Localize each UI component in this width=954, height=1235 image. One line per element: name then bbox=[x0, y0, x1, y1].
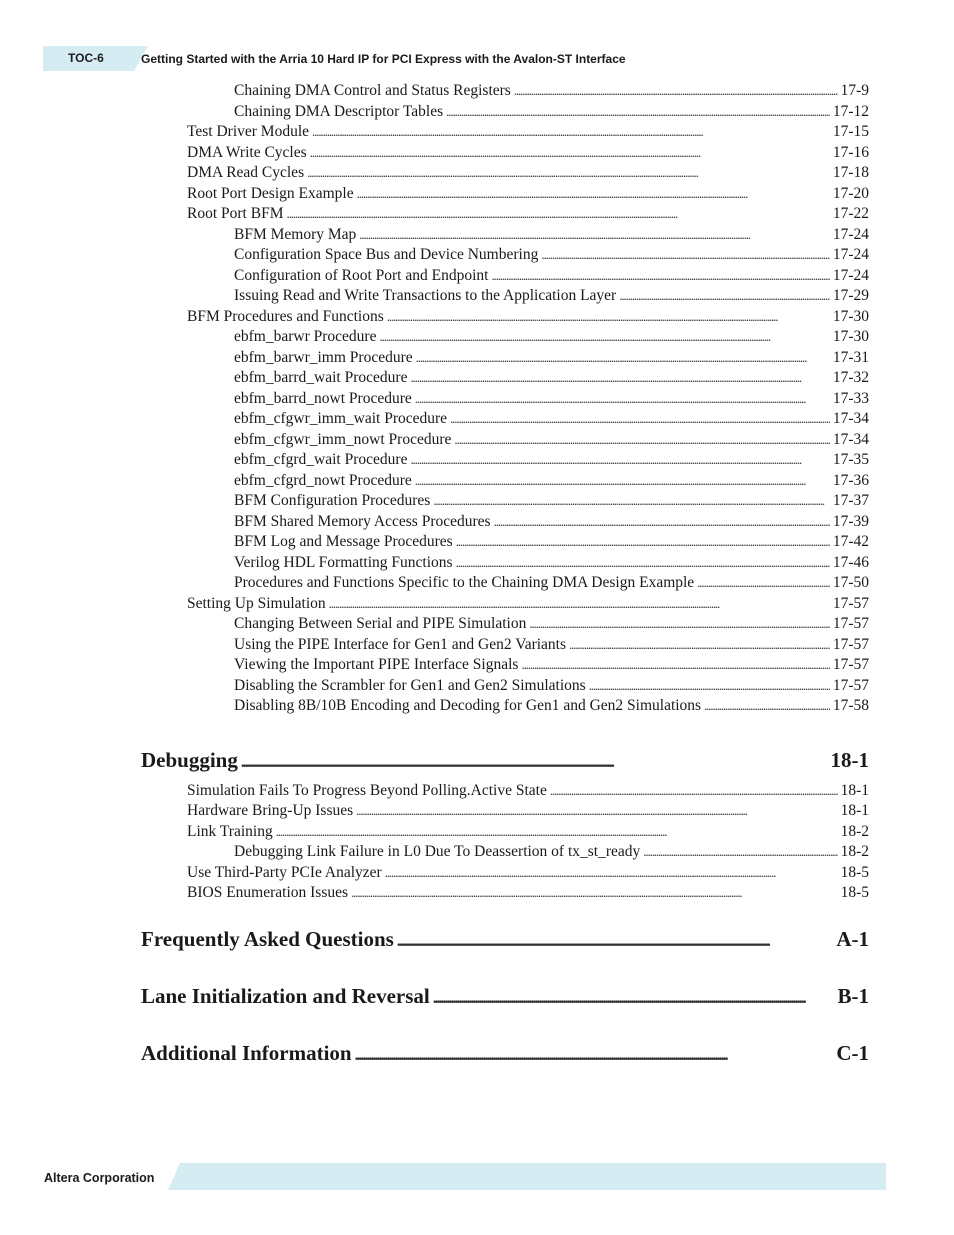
toc-entry-title: ebfm_cfgwr_imm_wait Procedure bbox=[234, 410, 448, 427]
leader-dots bbox=[379, 328, 829, 346]
leader-dots bbox=[491, 267, 829, 285]
toc-entry-page: 17-9 bbox=[840, 82, 869, 99]
toc-entry[interactable] bbox=[187, 205, 869, 226]
leader-dots bbox=[619, 287, 830, 305]
toc-entry[interactable] bbox=[234, 513, 869, 534]
toc-entry-page: 17-24 bbox=[832, 246, 869, 263]
leader-dots bbox=[286, 205, 829, 223]
toc-entry-page: 17-57 bbox=[832, 656, 869, 673]
leader-dots bbox=[589, 677, 830, 695]
leader-dots bbox=[433, 984, 835, 1009]
toc-entry-title: BFM Shared Memory Access Procedures bbox=[234, 512, 491, 530]
toc-entry-page: 18-5 bbox=[840, 884, 869, 901]
toc-entry-title: Procedures and Functions Specific to the Chaining DMA Design Example bbox=[234, 574, 695, 591]
toc-entry-page: 17-34 bbox=[832, 410, 869, 427]
toc-entry-title: BFM Configuration Procedures bbox=[234, 492, 431, 509]
toc-entry-page: 17-20 bbox=[832, 184, 869, 202]
toc-entry-page: 17-24 bbox=[832, 225, 869, 243]
toc-entry-page: 17-33 bbox=[832, 389, 869, 407]
leader-dots bbox=[357, 185, 830, 203]
toc-entry-page: 17-57 bbox=[832, 676, 869, 694]
leader-dots bbox=[356, 802, 837, 820]
toc-entry-title: Chaining DMA Descriptor Tables bbox=[234, 102, 444, 120]
leader-dots bbox=[433, 492, 830, 510]
leader-dots bbox=[494, 513, 830, 531]
toc-entry-page: 17-30 bbox=[832, 328, 869, 345]
toc-entry[interactable] bbox=[234, 328, 869, 349]
leader-dots bbox=[446, 103, 830, 121]
toc-entry[interactable] bbox=[234, 410, 869, 431]
leader-dots bbox=[397, 927, 834, 952]
toc-entry-page: 18-1 bbox=[840, 781, 869, 799]
leader-dots bbox=[359, 226, 830, 244]
leader-dots bbox=[307, 164, 830, 182]
leader-dots bbox=[416, 349, 830, 367]
toc-entry-title: Setting Up Simulation bbox=[187, 594, 326, 612]
toc-entry-title: Disabling the Scrambler for Gen1 and Gen2 Simulations bbox=[234, 676, 586, 694]
toc-entry-page: 18-5 bbox=[840, 863, 869, 881]
toc-entry-title: Debugging Link Failure in L0 Due To Deassertion of tx_st_ready bbox=[234, 843, 641, 860]
leader-dots bbox=[569, 636, 830, 654]
table-of-contents bbox=[0, 82, 954, 1075]
toc-entry-page: 17-46 bbox=[832, 553, 869, 571]
toc-entry[interactable] bbox=[234, 349, 869, 370]
toc-entry[interactable] bbox=[187, 782, 869, 803]
toc-entry-title: ebfm_cfgrd_wait Procedure bbox=[234, 451, 408, 468]
leader-dots bbox=[521, 656, 829, 674]
page-header bbox=[0, 0, 954, 80]
leader-dots bbox=[410, 451, 829, 469]
toc-entry[interactable] bbox=[234, 636, 869, 657]
toc-entry-title: Root Port BFM bbox=[187, 205, 284, 222]
toc-entry[interactable] bbox=[234, 390, 869, 411]
toc-entry-title: Simulation Fails To Progress Beyond Polling.Active State bbox=[187, 781, 547, 799]
toc-chapter-title: Lane Initialization and Reversal bbox=[141, 983, 430, 1008]
document-title: Getting Started with the Arria 10 Hard IP for PCI Express with the Avalon-ST Interface bbox=[141, 52, 626, 66]
toc-entry[interactable] bbox=[187, 884, 869, 905]
leader-dots bbox=[704, 697, 830, 715]
toc-entry-page: 17-42 bbox=[832, 533, 869, 550]
toc-entry[interactable] bbox=[234, 431, 869, 452]
toc-entry-title: Verilog HDL Formatting Functions bbox=[234, 553, 453, 571]
leader-dots bbox=[550, 782, 838, 800]
toc-entry-title: Issuing Read and Write Transactions to the Application Layer bbox=[234, 287, 617, 304]
toc-entry-title: ebfm_cfgwr_imm_nowt Procedure bbox=[234, 430, 452, 448]
footer-company: Altera Corporation bbox=[44, 1171, 155, 1185]
toc-entry[interactable] bbox=[234, 103, 869, 124]
toc-entry-title: ebfm_barwr Procedure bbox=[234, 328, 377, 345]
toc-entry[interactable] bbox=[234, 451, 869, 472]
toc-entry-page: 17-50 bbox=[832, 574, 869, 591]
toc-entry[interactable] bbox=[234, 677, 869, 698]
toc-entry-title: Use Third-Party PCIe Analyzer bbox=[187, 863, 382, 881]
toc-entry-title: BFM Procedures and Functions bbox=[187, 307, 384, 325]
toc-entry-page: 17-58 bbox=[832, 697, 869, 714]
toc-entry[interactable] bbox=[234, 369, 869, 390]
toc-entry-page: 17-18 bbox=[832, 164, 869, 181]
leader-dots bbox=[310, 144, 830, 162]
leader-dots bbox=[241, 748, 828, 773]
toc-entry[interactable] bbox=[187, 802, 869, 823]
toc-entry-title: ebfm_barrd_wait Procedure bbox=[234, 369, 408, 386]
page-footer bbox=[0, 1160, 954, 1195]
leader-dots bbox=[312, 123, 830, 141]
toc-entry[interactable] bbox=[234, 82, 869, 103]
leader-dots bbox=[456, 554, 830, 572]
toc-entry-page: 17-31 bbox=[832, 348, 869, 366]
toc-chapter-page: B-1 bbox=[837, 983, 869, 1008]
toc-entry[interactable] bbox=[187, 144, 869, 165]
toc-entry[interactable] bbox=[187, 123, 869, 144]
toc-entry-title: BFM Log and Message Procedures bbox=[234, 533, 453, 550]
toc-entry-title: Test Driver Module bbox=[187, 123, 310, 140]
toc-entry-title: Configuration Space Bus and Device Numbering bbox=[234, 246, 539, 263]
toc-entry-page: 17-57 bbox=[832, 635, 869, 653]
toc-entry-page: 17-30 bbox=[832, 307, 869, 325]
toc-entry-title: Root Port Design Example bbox=[187, 184, 354, 202]
toc-entry-page: 17-36 bbox=[832, 471, 869, 489]
toc-entry-page: 18-2 bbox=[840, 822, 869, 840]
toc-entry[interactable] bbox=[234, 533, 869, 554]
leader-dots bbox=[351, 884, 838, 902]
toc-entry[interactable] bbox=[234, 554, 869, 575]
leader-dots bbox=[450, 410, 830, 428]
leader-dots bbox=[387, 308, 830, 326]
toc-chapter-page: A-1 bbox=[836, 926, 869, 951]
toc-entry-page: 18-2 bbox=[840, 843, 869, 860]
toc-entry[interactable] bbox=[187, 164, 869, 185]
toc-entry[interactable] bbox=[234, 267, 869, 288]
toc-entry[interactable] bbox=[187, 864, 869, 885]
leader-dots bbox=[529, 615, 830, 633]
toc-entry-page: 17-34 bbox=[832, 430, 869, 448]
toc-entry[interactable] bbox=[234, 697, 869, 718]
leader-dots bbox=[385, 864, 838, 882]
leader-dots bbox=[541, 246, 829, 264]
toc-chapter-additional-information[interactable] bbox=[141, 1041, 869, 1075]
toc-entry-title: Disabling 8B/10B Encoding and Decoding for Gen1 and Gen2 Simulations bbox=[234, 697, 702, 714]
toc-entry-page: 17-24 bbox=[832, 266, 869, 284]
toc-entry[interactable] bbox=[234, 226, 869, 247]
toc-entry-page: 17-35 bbox=[832, 451, 869, 468]
toc-entry-title: ebfm_cfgrd_nowt Procedure bbox=[234, 471, 412, 489]
toc-entry-page: 17-39 bbox=[832, 512, 869, 530]
footer-band bbox=[180, 1163, 886, 1190]
toc-entry-page: 17-37 bbox=[832, 492, 869, 509]
toc-entry-page: 17-57 bbox=[832, 615, 869, 632]
leader-dots bbox=[697, 574, 830, 592]
leader-dots bbox=[410, 369, 829, 387]
toc-chapter-title: Frequently Asked Questions bbox=[141, 926, 394, 951]
toc-entry[interactable] bbox=[234, 246, 869, 267]
leader-dots bbox=[456, 533, 830, 551]
leader-dots bbox=[454, 431, 829, 449]
toc-chapter-debugging[interactable] bbox=[141, 748, 869, 782]
toc-entry-page: 17-22 bbox=[832, 205, 869, 222]
toc-entry-page: 18-1 bbox=[840, 802, 869, 819]
toc-entry-title: Changing Between Serial and PIPE Simulation bbox=[234, 615, 527, 632]
toc-entry[interactable] bbox=[234, 843, 869, 864]
toc-chapter-title: Additional Information bbox=[141, 1040, 352, 1065]
toc-entry-title: Configuration of Root Port and Endpoint bbox=[234, 266, 489, 284]
toc-chapter-page: 18-1 bbox=[830, 747, 869, 772]
toc-entry-title: Using the PIPE Interface for Gen1 and Gen2 Variants bbox=[234, 635, 567, 653]
toc-entry[interactable] bbox=[187, 185, 869, 206]
toc-entry-title: Viewing the Important PIPE Interface Signals bbox=[234, 656, 519, 673]
leader-dots bbox=[415, 472, 830, 490]
toc-entry-page: 17-15 bbox=[832, 123, 869, 140]
toc-chapter-lane-initialization[interactable] bbox=[141, 984, 869, 1018]
toc-entry[interactable] bbox=[234, 472, 869, 493]
toc-entry[interactable] bbox=[234, 615, 869, 636]
toc-entry-title: Chaining DMA Control and Status Registers bbox=[234, 82, 511, 99]
toc-entry-title: BFM Memory Map bbox=[234, 225, 357, 243]
toc-entry[interactable] bbox=[187, 308, 869, 329]
toc-entry[interactable] bbox=[187, 823, 869, 844]
leader-dots bbox=[514, 82, 838, 100]
toc-entry[interactable] bbox=[234, 656, 869, 677]
toc-entry-title: DMA Write Cycles bbox=[187, 143, 307, 161]
toc-entry-page: 17-29 bbox=[832, 287, 869, 304]
toc-chapter-faq[interactable] bbox=[141, 927, 869, 961]
toc-chapter-title: Debugging bbox=[141, 747, 238, 772]
leader-dots bbox=[329, 595, 830, 613]
toc-entry[interactable] bbox=[234, 492, 869, 513]
toc-entry-title: DMA Read Cycles bbox=[187, 164, 305, 181]
toc-chapter-page: C-1 bbox=[836, 1040, 869, 1065]
toc-entry[interactable] bbox=[234, 574, 869, 595]
toc-entry-title: BIOS Enumeration Issues bbox=[187, 884, 349, 901]
toc-entry-title: Link Training bbox=[187, 822, 273, 840]
toc-entry-title: ebfm_barwr_imm Procedure bbox=[234, 348, 413, 366]
toc-entry-page: 17-57 bbox=[832, 594, 869, 612]
leader-dots bbox=[276, 823, 838, 841]
toc-entry-page: 17-32 bbox=[832, 369, 869, 386]
toc-entry[interactable] bbox=[187, 595, 869, 616]
toc-entry[interactable] bbox=[234, 287, 869, 308]
toc-entry-page: 17-12 bbox=[832, 102, 869, 120]
toc-page-tab: TOC-6 bbox=[43, 46, 134, 71]
leader-dots bbox=[415, 390, 830, 408]
toc-entry-page: 17-16 bbox=[832, 143, 869, 161]
toc-entry-title: Hardware Bring-Up Issues bbox=[187, 802, 354, 819]
leader-dots bbox=[643, 843, 837, 861]
leader-dots bbox=[355, 1041, 834, 1066]
toc-entry-title: ebfm_barrd_nowt Procedure bbox=[234, 389, 412, 407]
